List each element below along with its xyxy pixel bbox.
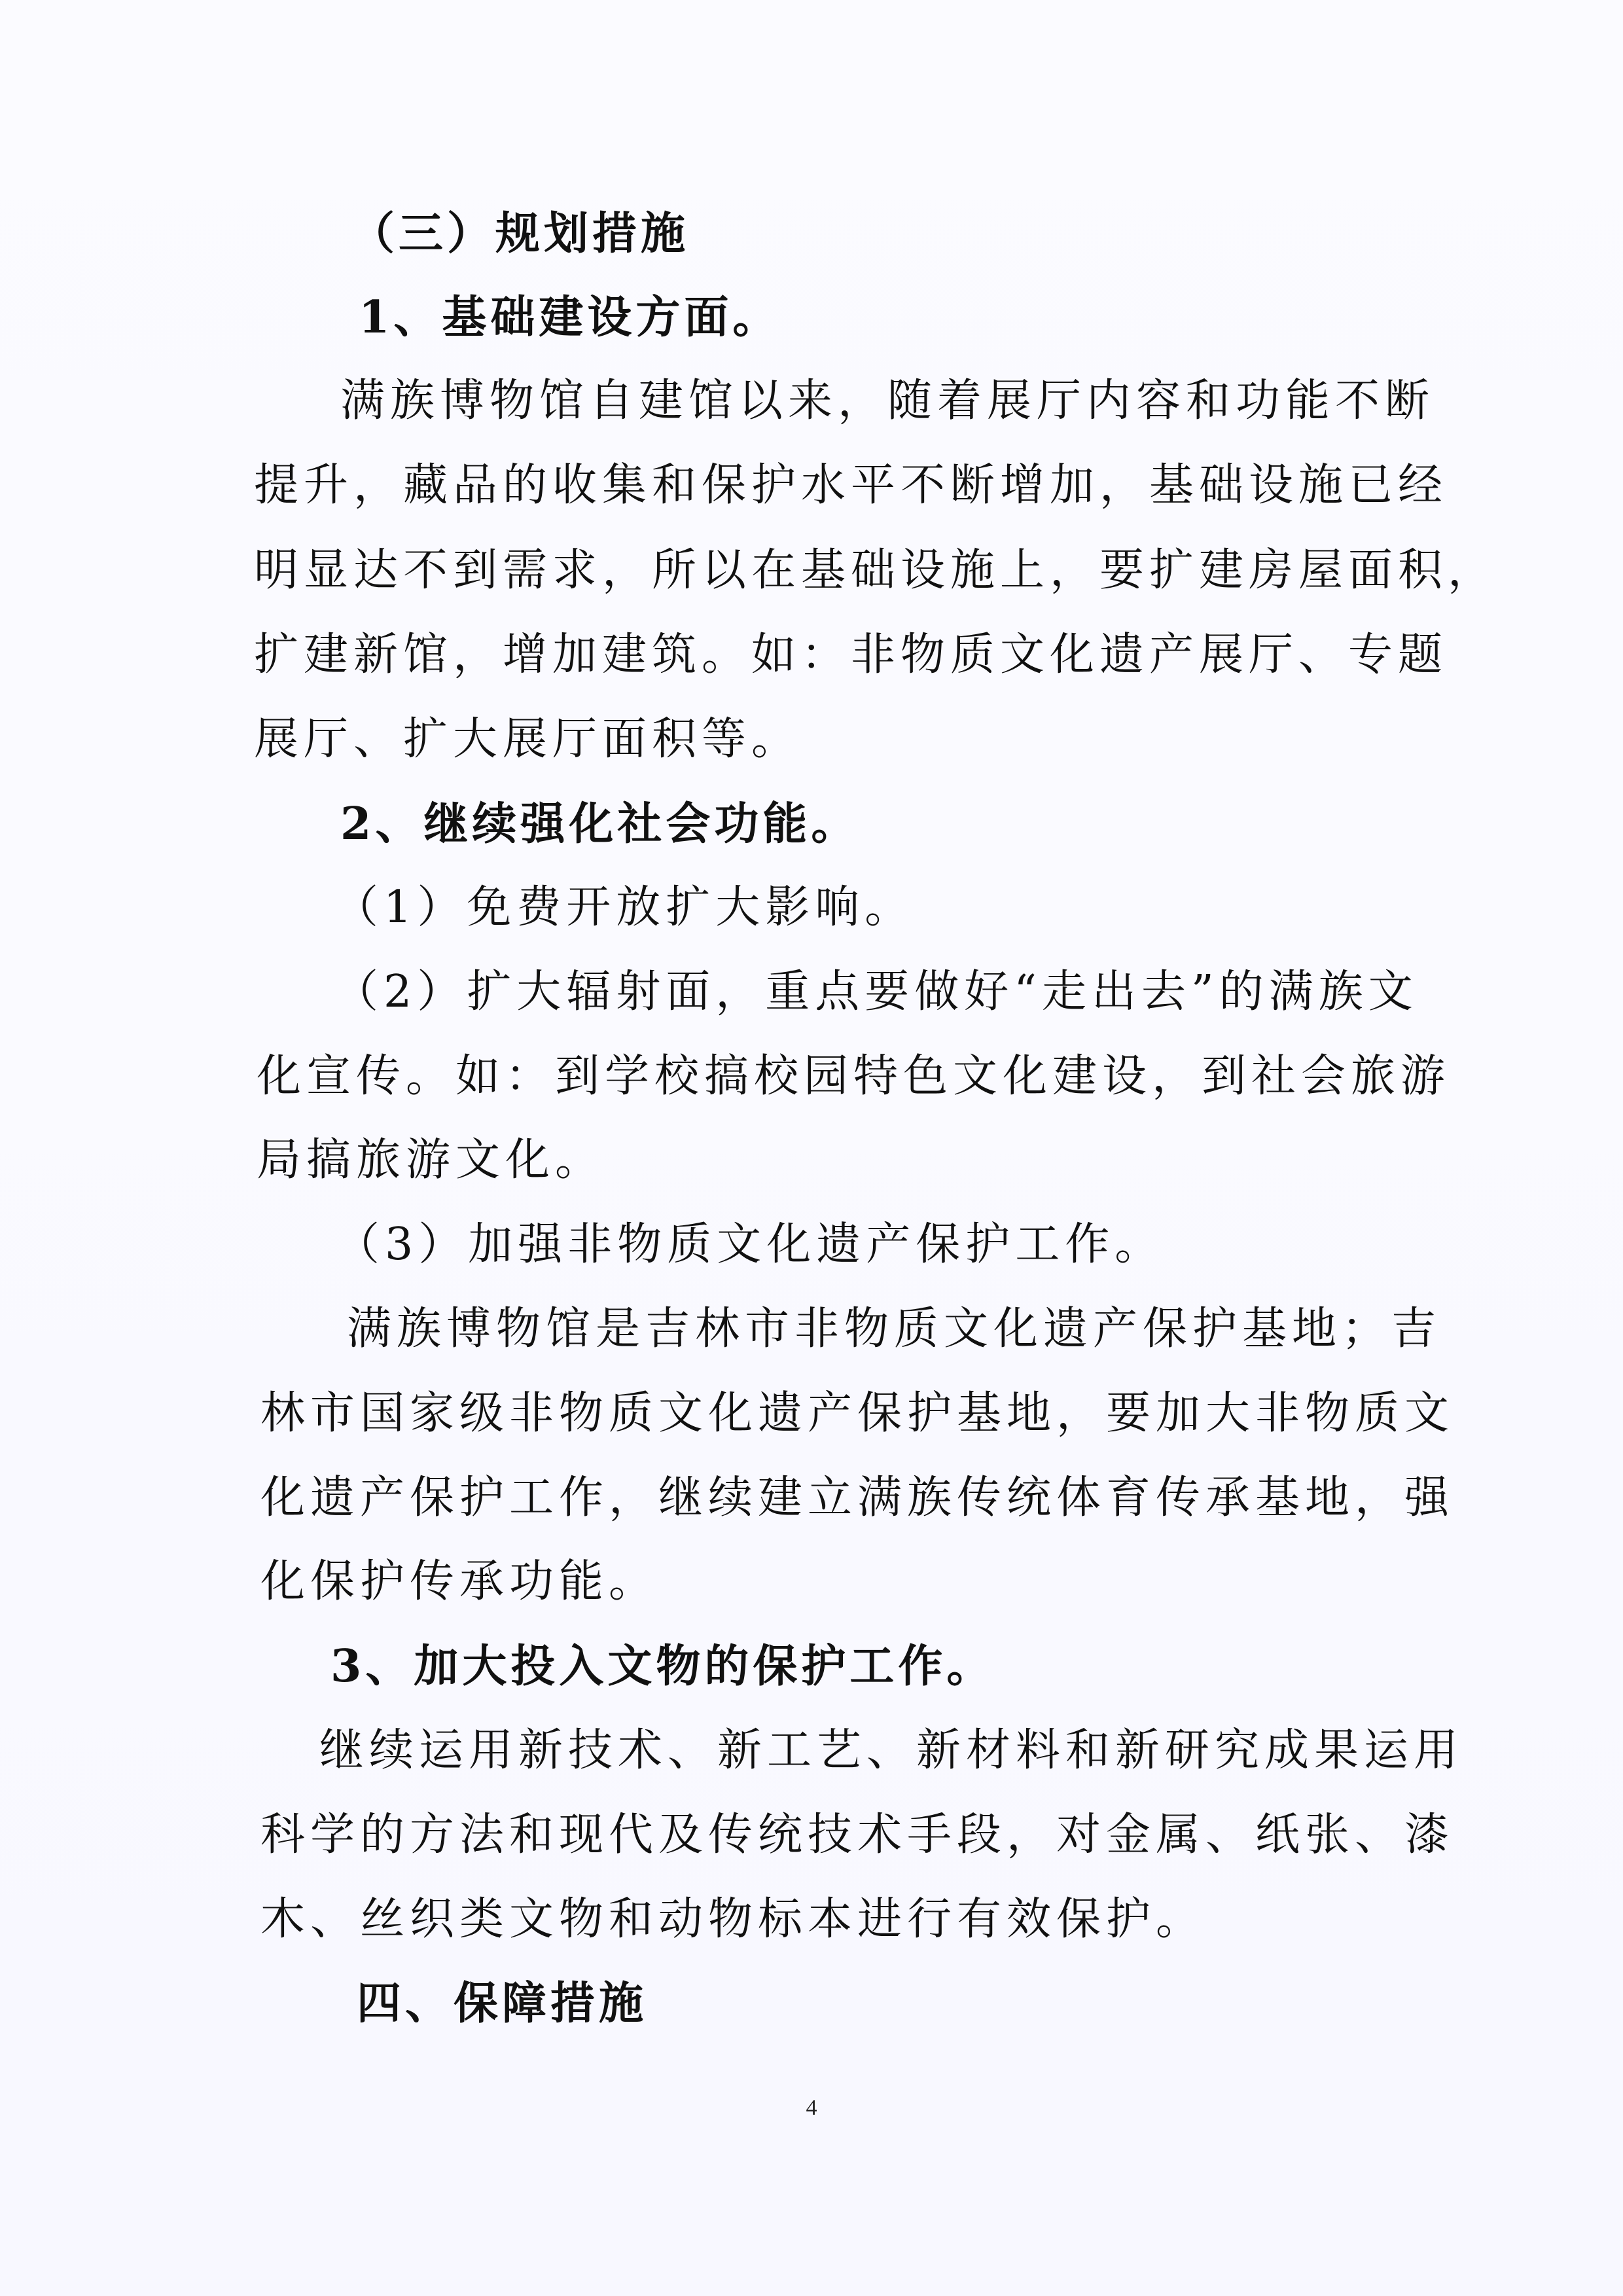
paragraph-line: 化遗产保护工作，继续建立满族传统体育传承基地，强 <box>260 1472 1455 1524</box>
paragraph-line: 扩建新馆，增加建筑。如：非物质文化遗产展厅、专题 <box>254 629 1448 681</box>
subheading-relic-protection: 3、加大投入文物的保护工作。 <box>330 1640 995 1693</box>
paragraph-line: 展厅、扩大展厅面积等。 <box>254 713 802 765</box>
list-item-intangible-heritage: （3）加强非物质文化遗产保护工作。 <box>335 1219 1165 1270</box>
section-heading-safeguard-measures: 四、保障措施 <box>357 1977 648 2030</box>
subheading-infrastructure: 1、基础建设方面。 <box>359 291 781 344</box>
page-number: 4 <box>806 2096 817 2120</box>
subheading-social-function: 2、继续强化社会功能。 <box>340 798 860 850</box>
section-heading-planning-measures: （三）规划措施 <box>350 207 690 260</box>
paragraph-line: 满族博物馆是吉林市非物质文化遗产保护基地；吉 <box>347 1303 1442 1355</box>
paragraph-line: 化宣传。如：到学校搞校园特色文化建设，到社会旅游 <box>257 1050 1451 1102</box>
paragraph-line: 木、丝织类文物和动物标本进行有效保护。 <box>260 1893 1206 1945</box>
paragraph-line: 满族博物馆自建馆以来，随着展厅内容和功能不断 <box>340 375 1435 427</box>
paragraph-line: 继续运用新技术、新工艺、新材料和新研究成果运用 <box>319 1725 1464 1776</box>
paragraph-line: 科学的方法和现代及传统技术手段，对金属、纸张、漆 <box>260 1809 1455 1861</box>
paragraph-line: 化保护传承功能。 <box>260 1556 659 1607</box>
paragraph-line: 林市国家级非物质文化遗产保护基地，要加大非物质文 <box>260 1388 1455 1439</box>
paragraph-line: 明显达不到需求，所以在基础设施上，要扩建房屋面积， <box>254 545 1498 596</box>
list-item-free-opening: （1）免费开放扩大影响。 <box>334 882 915 933</box>
list-item-expand-radiation: （2）扩大辐射面，重点要做好“走出去”的满族文 <box>334 966 1418 1018</box>
paragraph-line: 局搞旅游文化。 <box>257 1134 605 1186</box>
paragraph-line: 提升，藏品的收集和保护水平不断增加，基础设施已经 <box>254 459 1448 511</box>
